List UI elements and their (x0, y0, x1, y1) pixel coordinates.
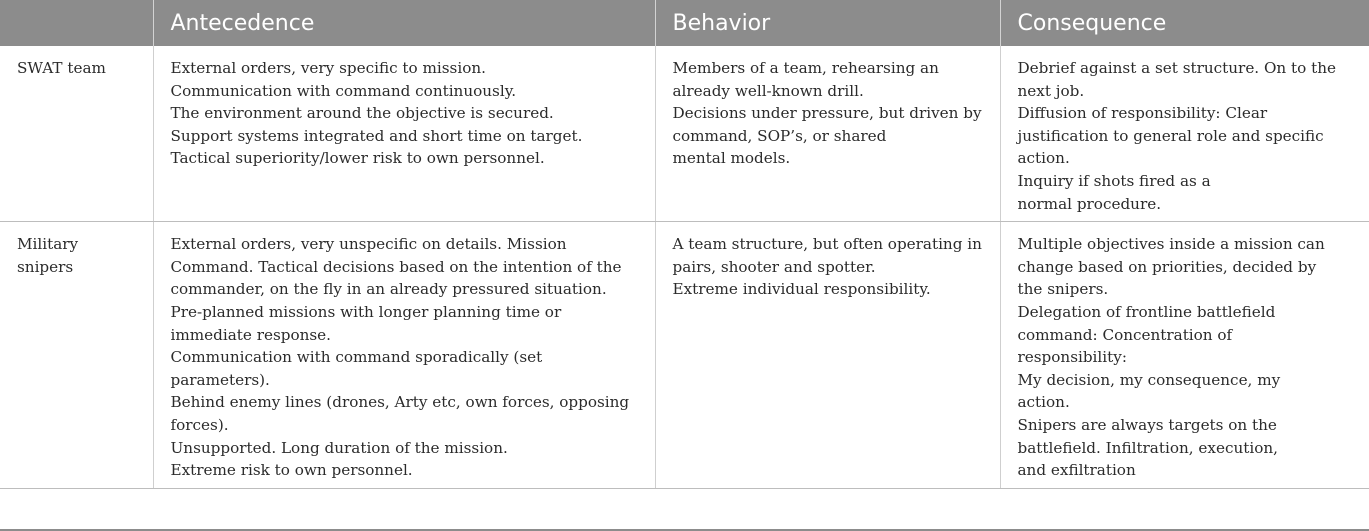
cell-line: Snipers are always targets on the (1017, 415, 1277, 434)
cell-line: normal procedure. (1017, 194, 1162, 213)
cell-snipers-antecedence (153, 222, 655, 489)
cell-line: Command. Tactical decisions based on the intention of the (170, 257, 622, 276)
cell-line: Extreme risk to own personnel. (170, 461, 413, 480)
cell-line: action. (1017, 149, 1070, 168)
cell-line: Delegation of frontline battlefield (1017, 302, 1276, 321)
cell-line: Inquiry if shots fired as a (1017, 171, 1211, 190)
header-consequence: Consequence (1000, 0, 1369, 46)
cell-line: pairs, shooter and spotter. (672, 257, 876, 276)
row-label-text: Military (17, 235, 79, 254)
cell-line: Unsupported. Long duration of the mission. (170, 438, 508, 457)
header-empty (0, 0, 153, 46)
cell-line: command: Concentration of (1017, 325, 1233, 344)
cell-line: Decisions under pressure, but driven by (672, 104, 982, 123)
cell-line: Behind enemy lines (drones, Arty etc, own forces, opposing (170, 393, 630, 412)
cell-line: action. (1017, 393, 1070, 412)
cell-line: the snipers. (1017, 280, 1109, 299)
header-behavior: Behavior (655, 0, 1000, 46)
cell-line: parameters). (170, 370, 270, 389)
cell-snipers-behavior (655, 222, 1000, 489)
cell-line: Tactical superiority/lower risk to own personnel. (170, 149, 545, 168)
cell-swat-consequence (1000, 46, 1369, 222)
cell-line: mental models. (672, 149, 791, 168)
cell-line: immediate response. (170, 325, 331, 344)
row-label-swat-team (0, 46, 153, 222)
cell-line: already well-known drill. (672, 81, 864, 100)
cell-line: forces). (170, 415, 229, 434)
row-label-military-snipers (0, 222, 153, 489)
cell-line: Debrief against a set structure. On to the (1017, 59, 1336, 77)
cell-line: Members of a team, rehearsing an (672, 59, 939, 77)
row-label-text: snipers (17, 257, 74, 276)
cell-line: Diffusion of responsibility: Clear (1017, 104, 1268, 123)
table-row-swat-team (0, 46, 1369, 222)
cell-line: My decision, my consequence, my (1017, 370, 1281, 389)
cell-line: The environment around the objective is secured. (170, 104, 554, 123)
cell-line: next job. (1017, 81, 1085, 100)
table-row-military-snipers (0, 222, 1369, 489)
cell-snipers-consequence (1000, 222, 1369, 489)
cell-line: External orders, very specific to mission. (170, 59, 486, 77)
cell-swat-behavior (655, 46, 1000, 222)
cell-line: and exfiltration (1017, 461, 1136, 480)
cell-line: command, SOP’s, or shared (672, 126, 887, 145)
header-row (0, 0, 1369, 46)
cell-line: justification to general role and specific (1017, 126, 1324, 145)
cell-swat-antecedence (153, 46, 655, 222)
row-label-text: SWAT team (17, 59, 106, 77)
cell-line: battlefield. Infiltration, execution, (1017, 438, 1278, 457)
cell-line: Communication with command sporadically (set (170, 348, 543, 367)
cell-line: commander, on the fly in an already pressured situation. (170, 280, 607, 299)
cell-line: Extreme individual responsibility. (672, 280, 931, 299)
cell-line: change based on priorities, decided by (1017, 257, 1317, 276)
cell-line: Communication with command continuously. (170, 81, 517, 100)
cell-line: External orders, very unspecific on details. Mission (170, 235, 567, 254)
cell-line: responsibility: (1017, 348, 1127, 367)
cell-line: Support systems integrated and short time on target. (170, 126, 583, 145)
cell-line: A team structure, but often operating in (672, 235, 982, 254)
cell-line: Multiple objectives inside a mission can (1017, 235, 1325, 254)
header-antecedence: Antecedence (153, 0, 655, 46)
cell-line: Pre-planned missions with longer planning time or (170, 302, 562, 321)
